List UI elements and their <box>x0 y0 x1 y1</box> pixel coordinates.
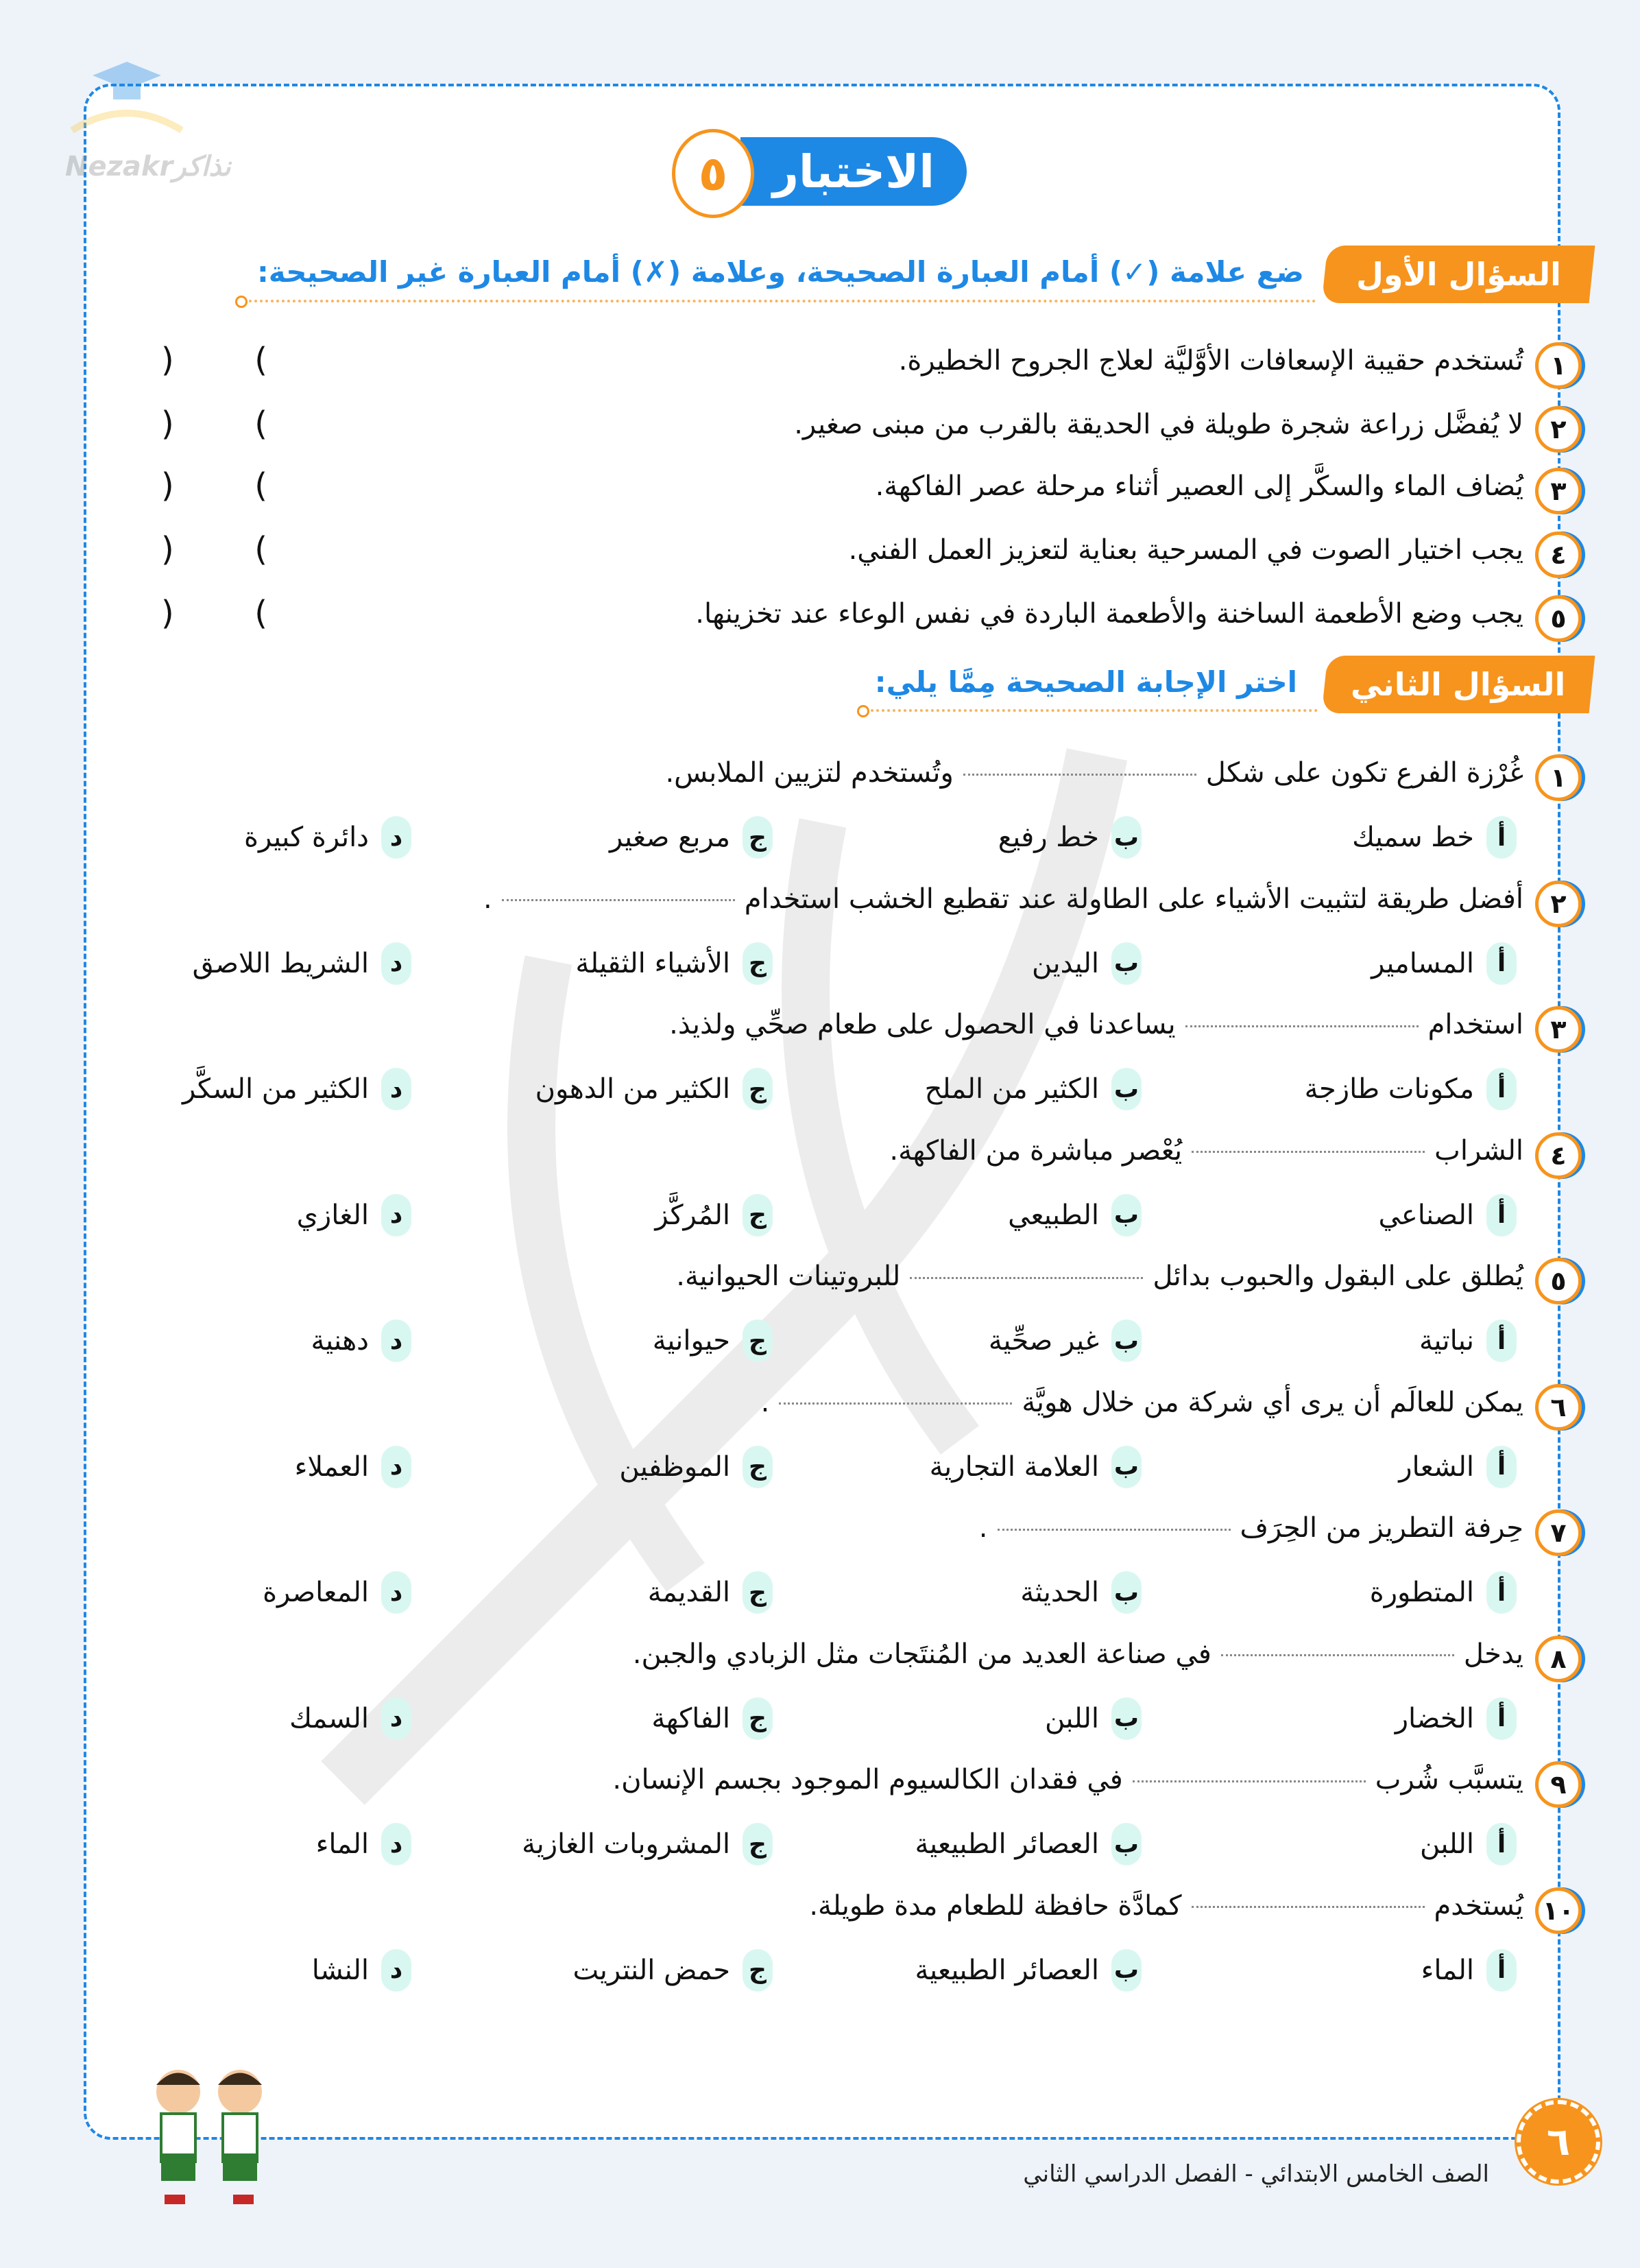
option-text: دهنية <box>311 1325 369 1357</box>
question-1-underline <box>243 300 1316 302</box>
question-2-instruction: اختر الإجابة الصحيحة مِمَّا يلي: <box>874 665 1297 699</box>
underline-dot <box>857 705 869 717</box>
option-letter: ب <box>1111 1320 1142 1362</box>
nezakr-logo <box>58 55 250 192</box>
question-number: ٦ <box>1535 1384 1582 1431</box>
question-stem <box>633 1638 1523 1670</box>
option-letter: ب <box>1111 1068 1142 1110</box>
option-letter: ج <box>743 1194 773 1237</box>
option-b[interactable] <box>1020 1571 1142 1614</box>
answer-box[interactable] <box>161 530 267 569</box>
option-text: النشا <box>311 1954 369 1986</box>
question-1-instruction: ضع علامة (✓) أمام العبارة الصحيحة، وعلامة (✗) أمام العبارة غير الصحيحة: <box>256 255 1304 289</box>
question-stem <box>761 1387 1523 1418</box>
statement-number: ٣ <box>1535 468 1582 514</box>
question-stem <box>979 1512 1523 1544</box>
underline-dot <box>235 296 248 308</box>
stem-before: يُطلق على البقول والحبوب بدائل <box>1153 1261 1523 1292</box>
statement-number: ٢ <box>1535 406 1582 453</box>
exam-title-label: الاختبار <box>773 145 934 198</box>
answer-box[interactable] <box>161 594 267 632</box>
footer-grade-text: الصف الخامس الابتدائي - الفصل الدراسي الثاني <box>1023 2160 1489 2188</box>
option-letter: د <box>381 1949 411 1992</box>
stem-before: يُستخدم <box>1434 1889 1523 1922</box>
option-text: الموظفين <box>619 1451 730 1483</box>
option-text: غير صحِّية <box>988 1325 1099 1357</box>
option-text: السمك <box>289 1702 369 1734</box>
statement-text: لا يُفضَّل زراعة شجرة طويلة في الحديقة بالقرب من مبنى صغير. <box>794 409 1523 440</box>
option-d[interactable] <box>244 816 411 859</box>
statement-text: يُضاف الماء والسكَّر إلى العصير أثناء مرحلة عصر الفاكهة. <box>875 470 1523 502</box>
option-letter: د <box>381 1068 411 1110</box>
option-letter: ج <box>743 942 773 985</box>
option-b[interactable] <box>915 1823 1142 1865</box>
option-letter: أ <box>1486 1697 1517 1740</box>
option-text: حيوانية <box>652 1325 730 1357</box>
option-a[interactable] <box>1419 1320 1517 1362</box>
option-text: العصائر الطبيعية <box>915 1828 1099 1860</box>
option-text: الفاكهة <box>651 1702 730 1734</box>
option-a[interactable] <box>1352 816 1517 859</box>
option-d[interactable] <box>193 942 411 985</box>
option-d[interactable] <box>295 1446 411 1488</box>
option-letter: ب <box>1111 1949 1142 1992</box>
option-letter: د <box>381 1320 411 1362</box>
question-2-underline <box>865 709 1318 712</box>
option-a[interactable] <box>1379 1194 1517 1237</box>
option-b[interactable] <box>1008 1194 1142 1237</box>
paren-open: ) <box>161 341 174 379</box>
option-text: المُركَّز <box>655 1199 730 1231</box>
question-stem <box>809 1890 1523 1922</box>
stem-after: يُعْصر مباشرة من الفاكهة. <box>889 1134 1183 1167</box>
answer-blank[interactable] <box>1221 1654 1454 1656</box>
option-text: اليدين <box>1032 947 1099 979</box>
option-text: مربع صغير <box>609 822 730 853</box>
option-letter: أ <box>1486 816 1517 859</box>
stem-before: استخدام <box>1427 1009 1523 1040</box>
stem-before: يتسبَّب شُرب <box>1375 1764 1523 1795</box>
paren-open: ) <box>161 594 174 632</box>
question-stem <box>889 1135 1523 1167</box>
option-text: الشعار <box>1399 1451 1474 1483</box>
option-text: المعاصرة <box>263 1577 369 1608</box>
question-1-tag <box>1322 246 1595 303</box>
option-b[interactable] <box>1045 1697 1142 1740</box>
answer-box[interactable] <box>161 341 267 379</box>
stem-before: الشراب <box>1434 1134 1523 1167</box>
option-text: دائرة كبيرة <box>243 822 369 853</box>
option-letter: ب <box>1111 1697 1142 1740</box>
graduation-cap-icon <box>58 55 195 144</box>
question-number: ١٠ <box>1535 1887 1582 1934</box>
option-b[interactable] <box>989 1320 1142 1362</box>
answer-blank[interactable] <box>1185 1025 1419 1027</box>
option-letter: ج <box>743 1697 773 1740</box>
option-text: خط رفيع <box>998 822 1099 853</box>
stem-after: . <box>760 1386 770 1418</box>
option-text: الشريط اللاصق <box>192 947 369 979</box>
option-text: مكونات طازجة <box>1304 1073 1474 1105</box>
option-letter: د <box>381 942 411 985</box>
stem-before: يدخل <box>1463 1638 1523 1670</box>
option-letter: أ <box>1486 1823 1517 1865</box>
option-text: الغازي <box>296 1199 369 1231</box>
kids-illustration <box>110 2057 315 2222</box>
option-text: الأشياء الثقيلة <box>575 947 730 979</box>
option-text: الخضار <box>1395 1702 1474 1734</box>
option-d[interactable] <box>297 1194 411 1237</box>
answer-blank[interactable] <box>1192 1151 1425 1153</box>
option-letter: د <box>381 816 411 859</box>
option-d[interactable] <box>311 1320 412 1362</box>
question-number: ٢ <box>1535 881 1582 927</box>
question-stem <box>665 757 1523 789</box>
option-letter: ب <box>1111 1446 1142 1488</box>
option-d[interactable] <box>289 1697 411 1740</box>
option-letter: د <box>381 1697 411 1740</box>
option-letter: ب <box>1111 1571 1142 1614</box>
stem-before: غُرْزة الفرع تكون على شكل <box>1205 757 1523 789</box>
question-stem <box>669 1009 1523 1040</box>
option-letter: ج <box>743 1823 773 1865</box>
answer-box[interactable] <box>161 466 267 505</box>
question-stem <box>483 883 1523 915</box>
option-b[interactable] <box>930 1446 1142 1488</box>
option-text: الطبيعي <box>1008 1199 1099 1231</box>
option-c[interactable] <box>610 816 773 859</box>
statement-text: تُستخدم حقيبة الإسعافات الأوَّليَّة لعلاج الجروح الخطيرة. <box>898 345 1523 377</box>
option-text: العملاء <box>294 1451 369 1483</box>
option-text: المشروبات الغازية <box>522 1828 730 1860</box>
option-c[interactable] <box>575 942 773 985</box>
option-letter: أ <box>1486 1949 1517 1992</box>
statement-text: يجب اختيار الصوت في المسرحية بعناية لتعزيز العمل الفني. <box>848 534 1523 566</box>
option-text: خط سميك <box>1352 822 1474 853</box>
option-b[interactable] <box>925 1068 1142 1110</box>
stem-after: . <box>483 883 492 915</box>
stem-after: . <box>978 1512 988 1544</box>
answer-blank[interactable] <box>910 1277 1143 1279</box>
option-a[interactable] <box>1421 1949 1517 1992</box>
option-d[interactable] <box>263 1571 411 1614</box>
option-c[interactable] <box>619 1446 773 1488</box>
stem-after: يساعدنا في الحصول على طعام صحِّي ولذيذ. <box>669 1009 1176 1040</box>
stem-after: كمادَّة حافظة للطعام مدة طويلة. <box>809 1889 1182 1922</box>
question-number: ٣ <box>1535 1006 1582 1053</box>
answer-blank[interactable] <box>1192 1906 1425 1908</box>
paren-open: ) <box>161 405 174 443</box>
question-number: ٩ <box>1535 1761 1582 1808</box>
option-text: حمض النتريت <box>572 1954 730 1986</box>
option-text: الصناعي <box>1378 1199 1474 1231</box>
question-number: ١ <box>1535 754 1582 801</box>
option-letter: ج <box>743 1320 773 1362</box>
logo-text: Nezakrنذاكر <box>65 151 231 182</box>
option-text: اللبن <box>1044 1702 1099 1734</box>
option-letter: ج <box>743 1446 773 1488</box>
answer-blank[interactable] <box>502 899 735 901</box>
option-letter: ب <box>1111 1194 1142 1237</box>
statement-text: يجب وضع الأطعمة الساخنة والأطعمة الباردة في نفس الوعاء عند تخزينها. <box>695 598 1523 630</box>
option-letter: ج <box>743 1571 773 1614</box>
option-c[interactable] <box>573 1949 773 1992</box>
stem-before: يمكن للعالَم أن يرى أي شركة من خلال هويَّة <box>1022 1386 1523 1418</box>
option-letter: ب <box>1111 1823 1142 1865</box>
option-text: المتطورة <box>1369 1577 1474 1608</box>
stem-after: في صناعة العديد من المُنتَجات مثل الزبادي والجبن. <box>632 1638 1211 1670</box>
option-text: القديمة <box>647 1577 730 1608</box>
option-c[interactable] <box>522 1823 773 1865</box>
question-stem <box>612 1764 1523 1795</box>
option-letter: د <box>381 1194 411 1237</box>
option-text: نباتية <box>1419 1325 1474 1357</box>
option-letter: ج <box>743 1068 773 1110</box>
paren-close: ( <box>254 594 267 632</box>
option-letter: أ <box>1486 942 1517 985</box>
paren-open: ) <box>161 530 174 569</box>
statement-number: ٥ <box>1535 595 1582 642</box>
option-c[interactable] <box>535 1068 773 1110</box>
option-c[interactable] <box>653 1320 773 1362</box>
option-c[interactable] <box>648 1571 773 1614</box>
paren-close: ( <box>254 466 267 505</box>
stem-before: حِرفة التطريز من الحِرَف <box>1240 1512 1523 1544</box>
exam-title <box>740 137 967 206</box>
answer-blank[interactable] <box>779 1402 1012 1405</box>
answer-blank[interactable] <box>1133 1780 1366 1782</box>
question-2-tag-label: السؤال الثاني <box>1351 666 1566 703</box>
stem-after: وتُستخدم لتزيين الملابس. <box>665 757 954 789</box>
option-letter: أ <box>1486 1194 1517 1237</box>
option-a[interactable] <box>1420 1823 1517 1865</box>
question-number: ٥ <box>1535 1258 1582 1304</box>
option-letter: د <box>381 1823 411 1865</box>
option-b[interactable] <box>1032 942 1142 985</box>
option-letter: أ <box>1486 1571 1517 1614</box>
option-a[interactable] <box>1395 1697 1517 1740</box>
stem-after: في فقدان الكالسيوم الموجود بجسم الإنسان. <box>612 1764 1123 1795</box>
option-text: اللبن <box>1419 1828 1474 1860</box>
question-number: ٨ <box>1535 1636 1582 1682</box>
exam-number-badge: ٥ <box>672 129 754 218</box>
option-letter: ب <box>1111 816 1142 859</box>
option-c[interactable] <box>651 1697 773 1740</box>
option-letter: أ <box>1486 1068 1517 1110</box>
option-letter: ب <box>1111 942 1142 985</box>
option-text: الماء <box>1421 1954 1474 1986</box>
option-d[interactable] <box>316 1823 411 1865</box>
answer-blank[interactable] <box>963 774 1196 776</box>
option-b[interactable] <box>915 1949 1142 1992</box>
option-a[interactable] <box>1305 1068 1517 1110</box>
option-d[interactable] <box>312 1949 411 1992</box>
option-a[interactable] <box>1370 1571 1517 1614</box>
question-number: ٧ <box>1535 1509 1582 1556</box>
statement-number: ١ <box>1535 342 1582 389</box>
option-text: الكثير من السكَّر <box>182 1073 369 1105</box>
option-text: العلامة التجارية <box>929 1451 1099 1483</box>
question-stem <box>676 1261 1523 1292</box>
option-letter: ج <box>743 1949 773 1992</box>
question-number: ٤ <box>1535 1132 1582 1179</box>
option-letter: د <box>381 1446 411 1488</box>
option-text: الكثير من الدهون <box>535 1073 730 1105</box>
option-text: الماء <box>315 1828 369 1860</box>
option-letter: أ <box>1486 1446 1517 1488</box>
option-a[interactable] <box>1371 942 1517 985</box>
option-text: الحديثة <box>1020 1577 1099 1608</box>
option-letter: ج <box>743 816 773 859</box>
stem-before: أفضل طريقة لتثبيت الأشياء على الطاولة عند تقطيع الخشب استخدام <box>744 883 1523 915</box>
option-text: المسامير <box>1371 947 1474 979</box>
option-text: الكثير من الملح <box>924 1073 1099 1105</box>
stem-after: للبروتينات الحيوانية. <box>676 1261 901 1292</box>
question-2-tag <box>1322 656 1595 713</box>
paren-close: ( <box>254 530 267 569</box>
option-b[interactable] <box>998 816 1142 859</box>
paren-close: ( <box>254 405 267 443</box>
option-d[interactable] <box>182 1068 411 1110</box>
page-number: ٦ <box>1517 2100 1600 2184</box>
answer-blank[interactable] <box>998 1529 1231 1531</box>
option-letter: د <box>381 1571 411 1614</box>
option-letter: أ <box>1486 1320 1517 1362</box>
paren-close: ( <box>254 341 267 379</box>
question-1-tag-label: السؤال الأول <box>1355 256 1561 293</box>
option-a[interactable] <box>1399 1446 1517 1488</box>
option-text: العصائر الطبيعية <box>915 1954 1099 1986</box>
answer-box[interactable] <box>161 405 267 443</box>
option-c[interactable] <box>655 1194 773 1237</box>
statement-number: ٤ <box>1535 532 1582 578</box>
paren-open: ) <box>161 466 174 505</box>
